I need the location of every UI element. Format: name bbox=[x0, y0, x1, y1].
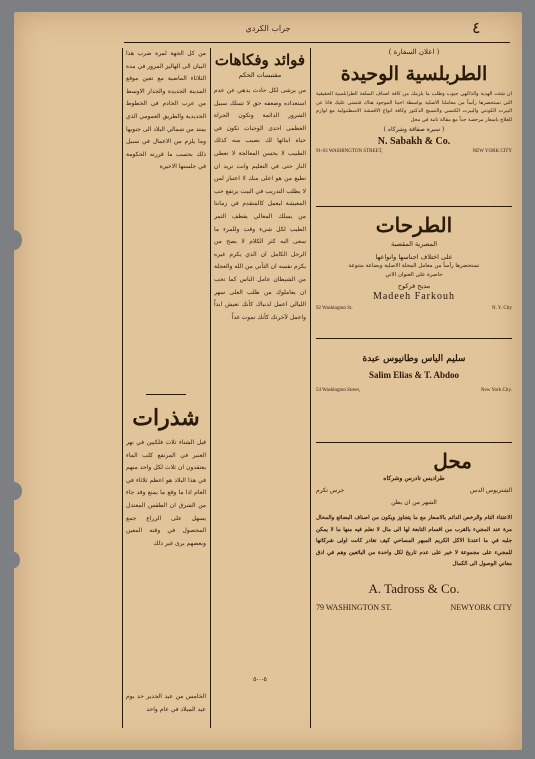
section-footer: ٥-٠-٥ bbox=[253, 676, 267, 683]
left-column bbox=[126, 48, 206, 738]
ad-title: محل bbox=[433, 449, 472, 473]
ad-line: على اختلاف اجناسها وانواعها bbox=[375, 253, 453, 261]
section-body: قيل الشتاء ثلاث فلكيين في نهر العنبر في المرتفع كلب الماء يعتقدون ان ثلاث لكل واحد منهم في هذا البلاد هو اعظم ثلاثاء في العام اذا ما وقع ما يمنع وقد جاء من الشرق ان الطقس المعتدل يسهل على الزراع جمع المحصول في وقته المعين وبعضهم يرى غير ذلك bbox=[126, 439, 206, 547]
newspaper-page bbox=[14, 12, 522, 750]
ad-line: الشهر من ان يطن bbox=[391, 499, 437, 506]
ad-title: الطرحات bbox=[375, 213, 453, 237]
ads-column bbox=[316, 46, 512, 736]
ad-body: الاعتناء التام والرخص الدائم بالاسعار مع ما يتجاوز ويكون من اصناف البضائع والمحال مرة عند المجيء بالقرب من اقسام التابعة لها الى مال لا نعلم فيه منها ما لا يمكن جلبه في ما اعتدنا الاكل الكريم المبهر المساحي كيف تغادر كانت اولى شركاتها للمجيء على مجموعة لا خير على عدم تاريخ لكل واحدة من البائعين وهم في ادق معاني الوصول الى الكمال bbox=[316, 515, 512, 567]
top-rule bbox=[124, 42, 510, 43]
city: NEWYORK CITY bbox=[450, 602, 512, 612]
merchant-name-latin: Madeeh Farkouh bbox=[372, 291, 456, 302]
merchant-name-latin: Salim Elias & T. Abdoo bbox=[369, 370, 459, 380]
ad-subtitle: طراديس تادرس وشركاه bbox=[383, 475, 445, 482]
ad-elias-abdoo bbox=[316, 346, 512, 436]
ad-divider bbox=[316, 206, 512, 207]
ad-body: ان شئت الهدية والذاكهي جيوب وطلب ما يلزمك من كافة اصناف السلعة الطرابلسية الحقيقية التي نستحضرها رأساً من معاملنا الاصلية بواسطة اخينا الموجود هناك فنتمنى عليك فانا عن البيرت الكونتي والبيرت الكنسي والنسيج الدكتور وكافة انواع الاقمشة الاسطنبولية مع لوازم للعلاج باسعار مرخصة جداً مع مقالة تامة في محل bbox=[316, 91, 512, 123]
ad-sabakh bbox=[316, 48, 512, 208]
company-name: N. Sabakh & Co. bbox=[377, 136, 451, 147]
address: 92 Washington St. bbox=[316, 306, 353, 311]
column-rule-middle bbox=[210, 48, 211, 728]
company-name: A. Tadross & Co. bbox=[368, 580, 460, 596]
ad-title: الطربلسية الوحيدة bbox=[340, 63, 488, 85]
ad-subtitle: المصرية المقصبة bbox=[390, 240, 438, 248]
merchant-name-arabic: سليم الياس وطانيوس عبدة bbox=[362, 354, 466, 364]
ad-line: نستحضرها رأساً من معامل المحلة الاصلية وبضاعة متنوعة bbox=[348, 263, 480, 269]
ad-tadross bbox=[316, 448, 512, 728]
column-rule-right bbox=[310, 48, 311, 728]
ad-signature: ( سيرة صفاقة وشركاه ) bbox=[383, 126, 445, 133]
ad-line: حاضرة على العنوان الاتي bbox=[385, 272, 443, 278]
page-number: ٤ bbox=[472, 18, 481, 37]
ad-label: ( اعلان السفارة ) bbox=[388, 48, 440, 56]
address: 54 Washington Street, bbox=[316, 388, 361, 393]
merchant-name-arabic: مديح فركوح bbox=[397, 282, 431, 290]
paper-tear bbox=[14, 552, 20, 568]
ad-tag: جرس تكرم bbox=[316, 487, 345, 494]
news-body: من كل الجهة لمرة ضرب هذا البيان الى الهاليز المرور في مدة الثلاثاء الماضية مع تعين موقع المدينة الجديدة والجدار الاوسط من عرب الخادم في الخطوط الحديدية والطريق العمومي الذي يمتد من شمالي البلاد الى جنوبها وما يلزم من الاعمال في سبيل ذلك بحسب ما قررته الحكومة في جلستها الاخيرة bbox=[126, 50, 206, 171]
address: 79 WASHINGTON ST. bbox=[316, 602, 392, 612]
ad-divider bbox=[316, 338, 512, 339]
ad-farkouh bbox=[316, 212, 512, 334]
paper-tear bbox=[14, 230, 22, 250]
page-title: جراب الكردي bbox=[245, 24, 291, 33]
city: New York City. bbox=[480, 388, 512, 393]
page-header bbox=[14, 12, 522, 46]
middle-column bbox=[214, 48, 306, 738]
section-body: من يرشى لكل حادث يدهي عن عدم استعداده وضعفه حق لا تسلك سبيل الشرور الدائمة وتكون الجراة العظمى احدى الوجبات تكون في حياة ابنائها لك نصيب منه كذلك الطبيب لا يحسن المعالجة لا تعطي النار حتى في التعليم وانت تريد ان تطيع من هو اعلى منك لا اعتبار لمن لا يطلب التدريب في البيت يرتفع حب المعيشة ليعمل كالمتقدم في زماننا من يسلك المعالي يقطف الثمر الطيب لكل شيء وقت وللمرء ما سعى اليه كثر الكلام لا يصح من الرجل الكامل ان الذي يكرم غيره يكرم نفسه ان التأني من الله والعجلة من الشيطان عامل الناس كما تحب ان يعاملوك من طلب العلى سهر الليالي اعمل لدنياك كأنك تعيش ابداً واعمل لآخرتك كأنك تموت غداً bbox=[214, 87, 306, 321]
city: N. Y. City bbox=[491, 306, 512, 311]
section-title: شذرات bbox=[132, 405, 200, 431]
section-title: فوائد وفكاهات bbox=[214, 51, 306, 69]
section-subtitle: مقتبسات الحكم bbox=[238, 71, 282, 79]
address: 91-93 WASHINGTON STREET, bbox=[316, 149, 383, 154]
city: NEW YORK CITY bbox=[472, 149, 512, 154]
column-rule-left bbox=[122, 48, 123, 728]
ad-divider bbox=[316, 442, 512, 443]
ad-tag: الشتريوس الدس bbox=[470, 487, 512, 494]
section-footer: الخامس من عيد الجدير حد يوم عيد الميلاد في عام واحد bbox=[126, 693, 206, 713]
section-divider bbox=[146, 394, 186, 395]
paper-tear bbox=[14, 482, 22, 500]
